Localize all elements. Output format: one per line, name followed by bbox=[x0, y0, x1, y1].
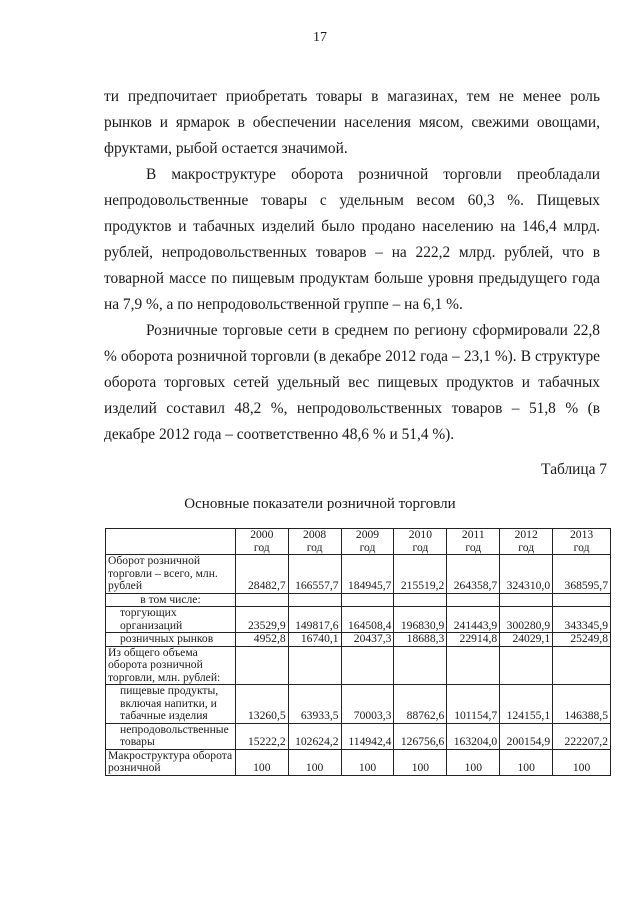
table-cell: 23529,9 bbox=[235, 607, 288, 633]
table-row-turnover bbox=[106, 555, 611, 594]
table-cell: 146388,5 bbox=[553, 685, 611, 724]
table-title: Основные показатели розничной торговли bbox=[184, 496, 456, 512]
table-cell: 126756,6 bbox=[394, 723, 447, 749]
header-empty-cell bbox=[106, 529, 236, 555]
header-year: 2000 год bbox=[235, 529, 288, 555]
table-cell: 100 bbox=[394, 749, 447, 775]
paragraph-3: Розничные торговые сети в среднем по региону сформировали 22,8 % оборота розничной торговли (в декабре 2012 года – 23,1 %). В структуре оборота торговых сетей удельный вес пищевых продуктов и табачных изделий составил 48,2 %, непродовольственных товаров – 51,8 % (в декабре 2012 года – соответственно 48,6 % и 51,4 %). bbox=[104, 322, 600, 443]
table-cell: 100 bbox=[447, 749, 500, 775]
table-cell: 102624,2 bbox=[288, 723, 341, 749]
table-cell: 324310,0 bbox=[500, 555, 553, 594]
row-label: в том числе: bbox=[106, 593, 236, 607]
page-number: 17 bbox=[313, 30, 327, 45]
table-cell: 22914,8 bbox=[447, 633, 500, 647]
table-cell: 222207,2 bbox=[553, 723, 611, 749]
table-cell: 114942,4 bbox=[341, 723, 394, 749]
table-label: Таблица 7 bbox=[541, 461, 607, 478]
table-cell: 4952,8 bbox=[235, 633, 288, 647]
row-label: Оборот розничной торговли – всего, млн. рублей bbox=[106, 555, 236, 594]
table-cell: 368595,7 bbox=[553, 555, 611, 594]
table-cell: 149817,6 bbox=[288, 607, 341, 633]
table-cell: 200154,9 bbox=[500, 723, 553, 749]
table-cell: 124155,1 bbox=[500, 685, 553, 724]
row-label: пищевые продукты, включая напитки, и табачные изделия bbox=[106, 685, 236, 724]
table-cell: 15222,2 bbox=[235, 723, 288, 749]
table-cell: 100 bbox=[553, 749, 611, 775]
table-cell: 100 bbox=[288, 749, 341, 775]
header-year: 2012 год bbox=[500, 529, 553, 555]
table-row-total-volume bbox=[106, 646, 611, 685]
table-cell: 164508,4 bbox=[341, 607, 394, 633]
paragraph-1: ти предпочитает приобретать товары в магазинах, тем не менее роль рынков и ярмарок в обеспечении населения мясом, свежими овощами, фруктами, рыбой остается значимой. bbox=[104, 88, 600, 157]
table-cell: 70003,3 bbox=[341, 685, 394, 724]
header-year: 2009 год bbox=[341, 529, 394, 555]
table-cell: 101154,7 bbox=[447, 685, 500, 724]
row-label: Из общего объема оборота розничной торговли, млн. рублей: bbox=[106, 646, 236, 685]
table-cell: 88762,6 bbox=[394, 685, 447, 724]
header-row bbox=[106, 529, 611, 555]
table-cell: 13260,5 bbox=[235, 685, 288, 724]
table-row-markets bbox=[106, 633, 611, 647]
table-row-food bbox=[106, 685, 611, 724]
retail-indicators-table bbox=[105, 528, 611, 776]
table-cell: 24029,1 bbox=[500, 633, 553, 647]
table-cell: 16740,1 bbox=[288, 633, 341, 647]
header-year: 2008 год bbox=[288, 529, 341, 555]
paragraph-2: В макроструктуре оборота розничной торговли преобладали непродовольственные товары с удельным весом 60,3 %. Пищевых продуктов и табачных изделий было продано населению на 146,4 млрд. рублей, непродовольственных товаров – на 222,2 млрд. рублей, что в товарной массе по пищевым продуктам больше уровня предыдущего года на 7,9 %, а по непродовольственной группе – на 6,1 %. bbox=[104, 166, 600, 313]
table-cell: 241443,9 bbox=[447, 607, 500, 633]
table-cell: 343345,9 bbox=[553, 607, 611, 633]
table-cell: 166557,7 bbox=[288, 555, 341, 594]
table-cell: 264358,7 bbox=[447, 555, 500, 594]
table-row-trade-orgs bbox=[106, 607, 611, 633]
table-cell: 196830,9 bbox=[394, 607, 447, 633]
table-cell: 100 bbox=[500, 749, 553, 775]
row-label: торгующих организаций bbox=[106, 607, 236, 633]
table-cell: 63933,5 bbox=[288, 685, 341, 724]
table-row-including bbox=[106, 593, 611, 607]
table-cell: 100 bbox=[235, 749, 288, 775]
table-cell: 25249,8 bbox=[553, 633, 611, 647]
table-cell: 184945,7 bbox=[341, 555, 394, 594]
table-cell: 20437,3 bbox=[341, 633, 394, 647]
header-year: 2013 год bbox=[553, 529, 611, 555]
row-label: розничных рынков bbox=[106, 633, 236, 647]
table-cell: 18688,3 bbox=[394, 633, 447, 647]
header-year: 2010 год bbox=[394, 529, 447, 555]
table-cell: 215519,2 bbox=[394, 555, 447, 594]
table-cell: 300280,9 bbox=[500, 607, 553, 633]
table-cell: 163204,0 bbox=[447, 723, 500, 749]
header-year: 2011 год bbox=[447, 529, 500, 555]
table-row-macro bbox=[106, 749, 611, 775]
row-label: непродовольственные товары bbox=[106, 723, 236, 749]
table-row-nonfood bbox=[106, 723, 611, 749]
table-cell: 28482,7 bbox=[235, 555, 288, 594]
row-label: Макроструктура оборота розничной bbox=[106, 749, 236, 775]
table-cell: 100 bbox=[341, 749, 394, 775]
